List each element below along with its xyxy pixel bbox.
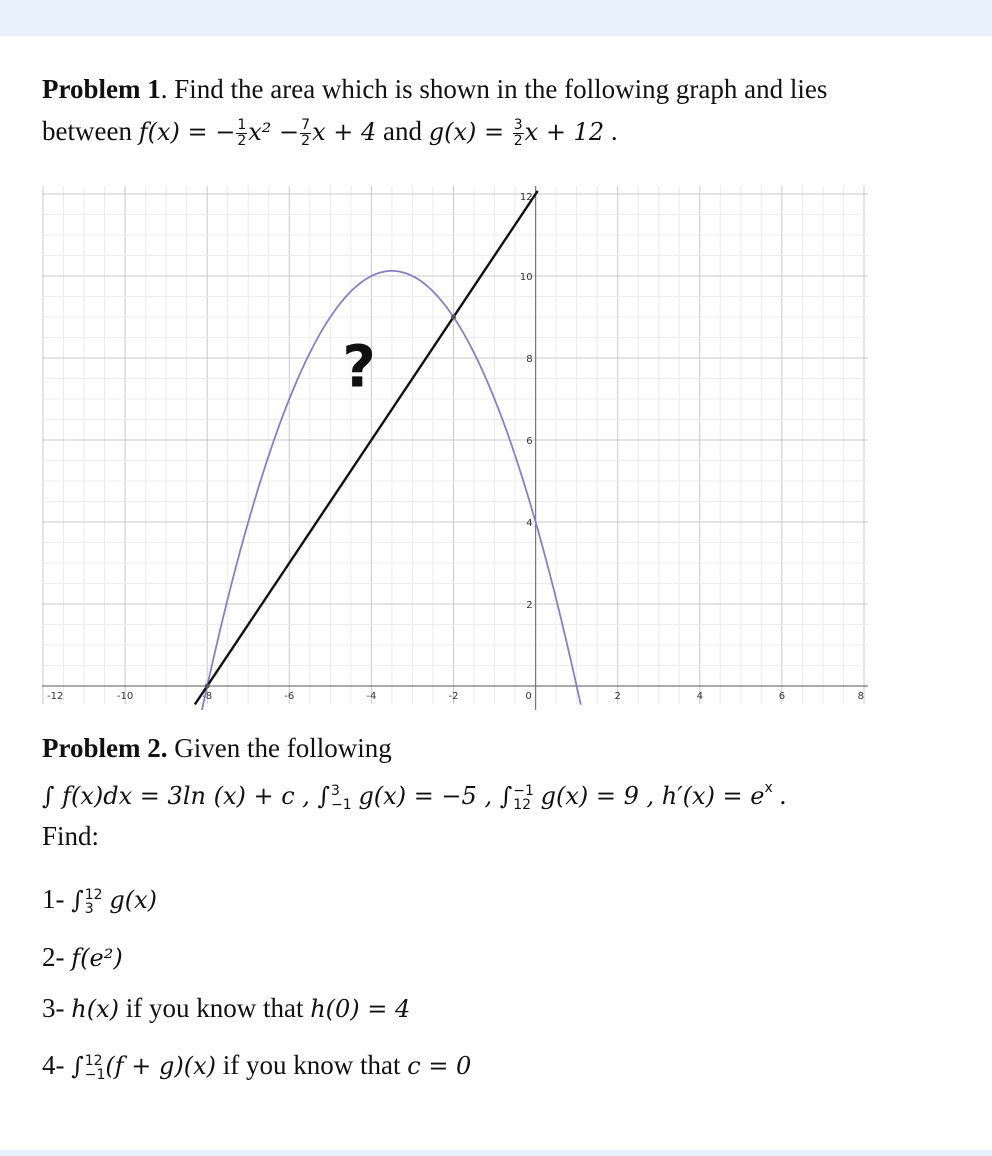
x-tick-label: -4 (366, 691, 377, 702)
f-definition-mid: x² − (248, 118, 300, 146)
x-tick-label: -10 (116, 691, 134, 702)
y-tick-label: 10 (519, 272, 533, 283)
fraction-three-half: $\frac{3}{2}$ (513, 117, 523, 150)
integral-limits-2: −1 12 (513, 782, 534, 813)
given-integral-f: ∫ f(x)dx = 3ln (x) + c , (42, 782, 318, 810)
question-body: g(x) (109, 886, 157, 914)
intersection-point (451, 315, 456, 320)
problem-2-line-1 (42, 728, 942, 768)
question-condition-text: if you know that (216, 1050, 408, 1080)
question-2 (42, 942, 123, 973)
problem-2-givens (42, 768, 942, 816)
question-1 (42, 884, 157, 916)
question-number: 2- (42, 942, 72, 972)
x-tick-label: -12 (47, 691, 64, 702)
problem-1 (42, 68, 942, 153)
intersection-point (205, 684, 210, 689)
y-tick-label: 12 (519, 192, 533, 203)
question-condition: c = 0 (407, 1052, 472, 1080)
integral-sign: ∫ (317, 782, 331, 810)
x-tick-label: -6 (284, 691, 295, 702)
integral-limits: 12 3 (84, 886, 103, 917)
x-tick-label: 6 (778, 691, 786, 702)
question-body: f(e²) (71, 944, 123, 972)
integral-sign: ∫ (71, 886, 84, 914)
question-3 (42, 993, 410, 1024)
question-number: 3- (42, 993, 72, 1023)
x-tick-label: -8 (202, 691, 213, 702)
given-integral-g-2: g(x) = 9 , h′(x) = e (540, 782, 765, 810)
fraction-seven-half: $\frac{7}{2}$ (301, 117, 311, 150)
x-tick-label: 8 (857, 691, 864, 702)
exponent-x: x (764, 780, 773, 796)
givens-end: . (772, 780, 787, 810)
fraction-one-half: $\frac{1}{2}$ (237, 117, 247, 150)
integral-limits-1: 3 −1 (331, 782, 352, 813)
g-definition-tail: x + 12 (524, 118, 605, 146)
y-tick-label: 6 (526, 436, 533, 447)
problem-1-intro: . Find the area which is shown in the following graph and lies (160, 74, 828, 104)
integral-sign: ∫ (499, 782, 513, 810)
question-4 (42, 1050, 471, 1082)
question-body: h(x) (71, 995, 119, 1023)
f-definition-tail: x + 4 (312, 118, 377, 146)
area-graph (42, 186, 868, 710)
question-number: 4- (42, 1050, 72, 1080)
problem-1-line-2 (42, 110, 942, 153)
x-tick-label: 2 (614, 691, 621, 702)
sentence-end: . (604, 116, 618, 146)
g-definition-lhs: g(x) = (428, 118, 512, 146)
y-tick-label: 4 (526, 518, 533, 529)
problem-1-label: Problem 1 (42, 74, 161, 104)
x-tick-label: -2 (448, 691, 459, 702)
problem-2-label: Problem 2. (42, 733, 168, 763)
integral-limits: 12 −1 (84, 1052, 106, 1083)
question-number: 1- (42, 884, 72, 914)
y-tick-label: 8 (526, 354, 533, 365)
between-text: between (42, 116, 132, 146)
x-tick-label: 0 (525, 691, 532, 702)
question-mark-annotation: ? (342, 332, 376, 401)
x-tick-label: 4 (696, 691, 703, 702)
problem-2-intro: Given the following (167, 733, 392, 763)
find-label: Find: (42, 821, 100, 851)
y-tick-label: 2 (526, 600, 533, 611)
question-condition: h(0) = 4 (310, 995, 411, 1023)
question-body: (f + g)(x) (105, 1052, 217, 1080)
and-text: and (376, 116, 429, 146)
problem-2 (42, 728, 942, 856)
question-condition-text: if you know that (118, 993, 311, 1023)
integral-sign: ∫ (71, 1052, 84, 1080)
problem-1-line-1 (42, 68, 942, 110)
given-integral-g-1: g(x) = −5 , (358, 782, 500, 810)
f-definition-lhs: f(x) = − (138, 118, 236, 146)
